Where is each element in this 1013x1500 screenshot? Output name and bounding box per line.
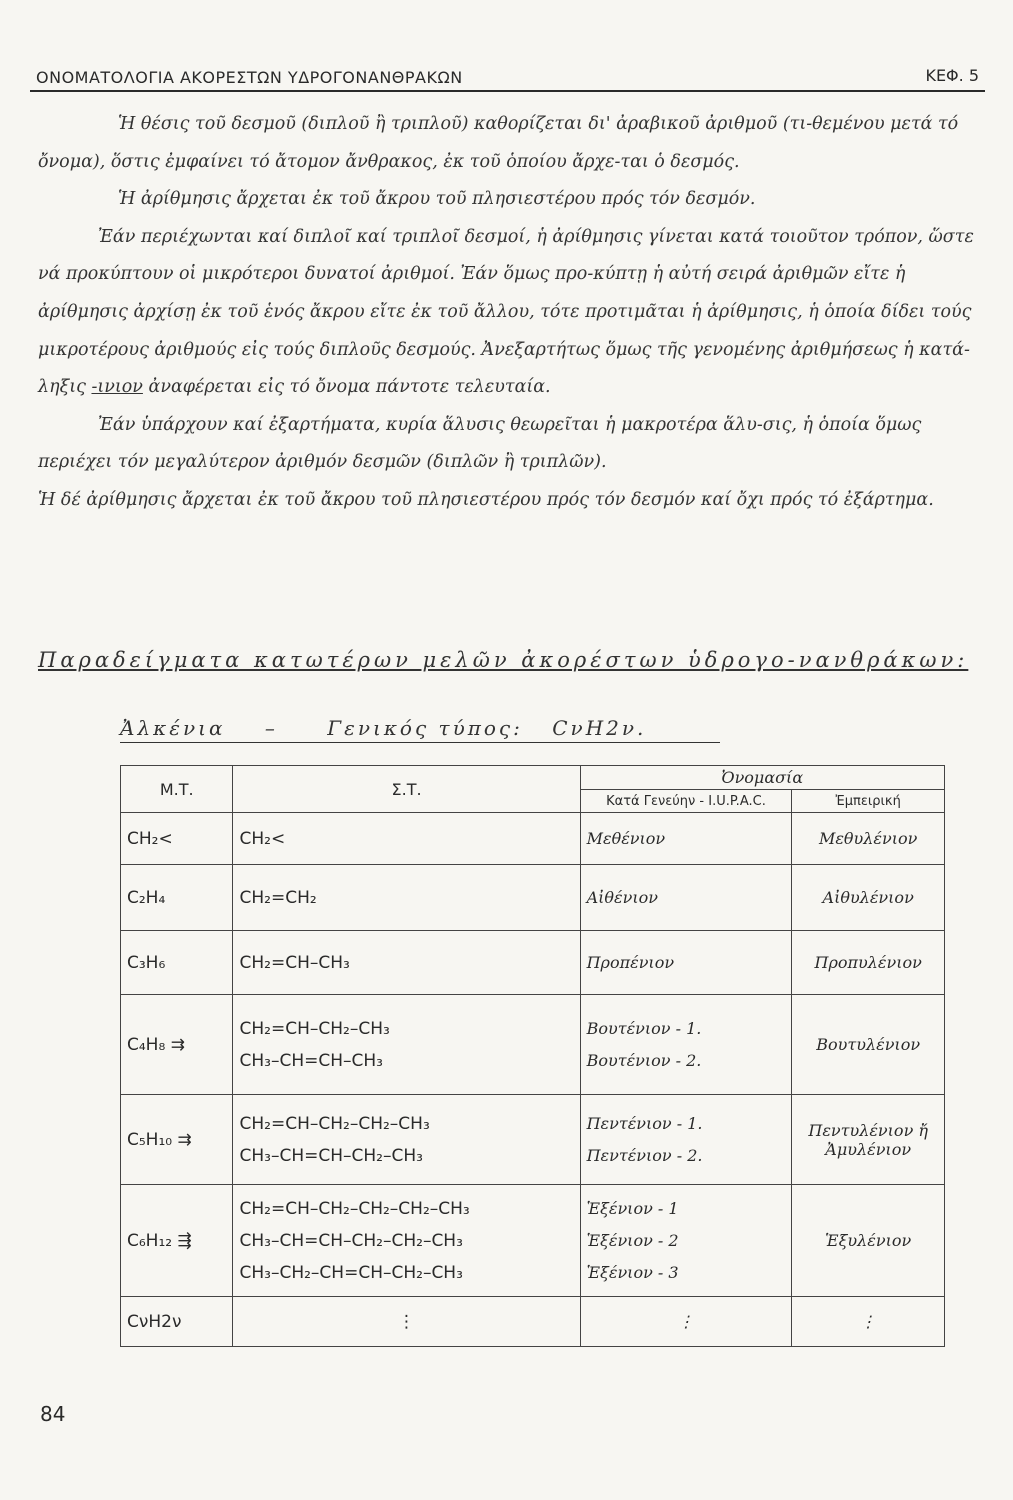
molecular-formula bbox=[121, 1095, 233, 1185]
table-row bbox=[121, 995, 945, 1095]
structural-formula bbox=[233, 1185, 580, 1297]
table-row bbox=[121, 1297, 945, 1347]
table-row bbox=[121, 813, 945, 865]
molecular-formula: C₃H₆ bbox=[121, 931, 233, 995]
molecular-formula: CνH2ν bbox=[121, 1297, 233, 1347]
structural-formula-line: CH₃–CH=CH–CH₃ bbox=[239, 1050, 383, 1071]
paragraph-numbering-start: Ἡ ἀρίθμησις ἄρχεται ἐκ τοῦ ἄκρου τοῦ πλησιεστέρου πρός τόν δεσμόν. bbox=[118, 189, 756, 210]
suffix-inion: -ινιον bbox=[91, 377, 143, 398]
header-names: Ὀνομασία bbox=[580, 766, 944, 790]
empirical-name: Προπυλένιον bbox=[792, 931, 945, 995]
structural-formula-line: CH₂=CH–CH₂–CH₂–CH₃ bbox=[239, 1113, 430, 1134]
structural-formula-line: CH₃–CH₂–CH=CH–CH₂–CH₃ bbox=[239, 1262, 463, 1283]
header-empirical: Ἐμπειρική bbox=[792, 790, 945, 813]
iupac-name-line: Ἑξένιον - 2 bbox=[586, 1230, 679, 1250]
branch-arrows-icon: ⇉ bbox=[177, 1129, 192, 1150]
structural-formula-line: CH₃–CH=CH–CH₂–CH₃ bbox=[239, 1145, 423, 1166]
page-header bbox=[30, 62, 985, 92]
molecular-formula bbox=[121, 995, 233, 1095]
alkenes-table bbox=[120, 765, 945, 1347]
structural-formula bbox=[233, 995, 580, 1095]
structural-formula: ⋮ bbox=[233, 1297, 580, 1347]
empirical-name: Αἰθυλένιον bbox=[792, 865, 945, 931]
header-iupac: Κατά Γενεύην - I.U.P.A.C. bbox=[580, 790, 792, 813]
paragraph-double-triple bbox=[38, 219, 986, 407]
structural-formula-line: CH₂=CH–CH₂–CH₃ bbox=[239, 1018, 390, 1039]
empirical-name: Ἑξυλένιον bbox=[792, 1185, 945, 1297]
iupac-name bbox=[580, 1095, 792, 1185]
table-row bbox=[121, 931, 945, 995]
iupac-name bbox=[580, 1185, 792, 1297]
table-row bbox=[121, 1185, 945, 1297]
paragraph-substituent-numbering: Ἡ δέ ἀρίθμησις ἄρχεται ἐκ τοῦ ἄκρου τοῦ πλησιεστέρου πρός τόν δεσμόν καί ὄχι πρός τό ἐξάρτημα. bbox=[38, 489, 934, 510]
iupac-name bbox=[580, 995, 792, 1095]
table-row bbox=[121, 1095, 945, 1185]
iupac-name-line: Βουτένιον - 2. bbox=[586, 1050, 702, 1070]
structural-formula-line: CH₃–CH=CH–CH₂–CH₂–CH₃ bbox=[239, 1230, 463, 1251]
paragraph-bond-position: Ἡ θέσις τοῦ δεσμοῦ (διπλοῦ ἢ τριπλοῦ) καθορίζεται δι' ἀραβικοῦ ἀριθμοῦ (τι-θεμένου μετά τό ὄνομα), ὅστις ἐμφαίνει τό ἄτομον ἄνθρακος, ἐκ τοῦ ὁποίου ἄρχε-ται ὁ δεσμός. bbox=[38, 114, 959, 172]
empirical-name: Βουτυλένιον bbox=[792, 995, 945, 1095]
empirical-name: Μεθυλένιον bbox=[792, 813, 945, 865]
examples-heading-text: Παραδείγματα κατωτέρων μελῶν ἀκορέστων ὑδρογο-νανθράκων: bbox=[38, 648, 969, 672]
branch-arrows-icon: ⇶ bbox=[177, 1230, 192, 1251]
paragraph-double-triple-end: ἀναφέρεται εἰς τό ὄνομα πάντοτε τελευταία. bbox=[148, 377, 551, 398]
iupac-name-line: Βουτένιον - 1. bbox=[586, 1018, 702, 1038]
examples-heading bbox=[38, 640, 988, 680]
iupac-name-line: Πεντένιον - 2. bbox=[586, 1145, 703, 1165]
chapter-label: ΚΕΦ. 5 bbox=[925, 66, 979, 85]
structural-formula: CH₂=CH–CH₃ bbox=[233, 931, 580, 995]
paragraph-double-triple-text: Ἐάν περιέχωνται καί διπλοῖ καί τριπλοῖ δεσμοί, ἡ ἀρίθμησις γίνεται κατά τοιοῦτον τρόπον, ὥστε νά προκύπτουν οἱ μικρότεροι δυνατοί ἀριθμοί. Ἐάν ὅμως προ-κύπτῃ ἡ αὐτή σειρά ἀριθμῶν εἴτε ἡ ἀρίθμησις ἀρχίσῃ ἐκ τοῦ ἑνός ἄκρου εἴτε ἐκ τοῦ ἄλλου, τότε προτιμᾶται ἡ ἀρίθμησις, ἡ ὁποία δίδει τούς μικροτέρους ἀριθμούς εἰς τούς διπλοῦς δεσμούς. Ἀνεξαρτήτως ὅμως τῆς γενομένης ἀριθμήσεως ἡ κατά-ληξις bbox=[38, 226, 974, 398]
molecular-formula-text: C₆H₁₂ bbox=[127, 1230, 173, 1251]
iupac-name-line: Ἑξένιον - 3 bbox=[586, 1262, 679, 1282]
iupac-name-line: Ἑξένιον - 1 bbox=[586, 1198, 679, 1218]
body-text bbox=[38, 106, 986, 520]
iupac-name: Μεθένιον bbox=[580, 813, 792, 865]
header-st: Σ.Τ. bbox=[233, 766, 580, 813]
iupac-name: Αἰθένιον bbox=[580, 865, 792, 931]
page-number: 84 bbox=[40, 1402, 66, 1426]
iupac-name: Προπένιον bbox=[580, 931, 792, 995]
header-title: ΟΝΟΜΑΤΟΛΟΓΙΑ ΑΚΟΡΕΣΤΩΝ ΥΔΡΟΓΟΝΑΝΘΡΑΚΩΝ bbox=[36, 68, 463, 87]
structural-formula: CH₂< bbox=[233, 813, 580, 865]
structural-formula: CH₂=CH₂ bbox=[233, 865, 580, 931]
empirical-name: Πεντυλένιον ἤ Ἀμυλένιον bbox=[792, 1095, 945, 1185]
molecular-formula-text: C₅H₁₀ bbox=[127, 1129, 173, 1150]
molecular-formula bbox=[121, 1185, 233, 1297]
iupac-name: ⋮ bbox=[580, 1297, 792, 1347]
structural-formula bbox=[233, 1095, 580, 1185]
molecular-formula: CH₂< bbox=[121, 813, 233, 865]
general-formula: CνH2ν. bbox=[552, 716, 647, 740]
molecular-formula: C₂H₄ bbox=[121, 865, 233, 931]
structural-formula-line: CH₂=CH–CH₂–CH₂–CH₂–CH₃ bbox=[239, 1198, 470, 1219]
table-row bbox=[121, 865, 945, 931]
molecular-formula-text: C₄H₈ bbox=[127, 1034, 166, 1055]
empirical-name: ⋮ bbox=[792, 1297, 945, 1347]
paragraph-substituents: Ἐάν ὑπάρχουν καί ἐξαρτήματα, κυρία ἅλυσις θεωρεῖται ἡ μακροτέρα ἅλυ-σις, ἡ ὁποία ὅμως περιέχει τόν μεγαλύτερον ἀριθμόν δεσμῶν (διπλῶν ἢ τριπλῶν). bbox=[38, 414, 922, 473]
alkenes-dash: – bbox=[264, 716, 278, 740]
iupac-name-line: Πεντένιον - 1. bbox=[586, 1113, 703, 1133]
alkenes-label: Ἀλκένια bbox=[120, 716, 226, 740]
alkenes-line bbox=[120, 716, 720, 743]
branch-arrows-icon: ⇉ bbox=[170, 1034, 185, 1055]
header-mt: Μ.Τ. bbox=[121, 766, 233, 813]
general-formula-label: Γενικός τύπος: bbox=[327, 716, 523, 740]
